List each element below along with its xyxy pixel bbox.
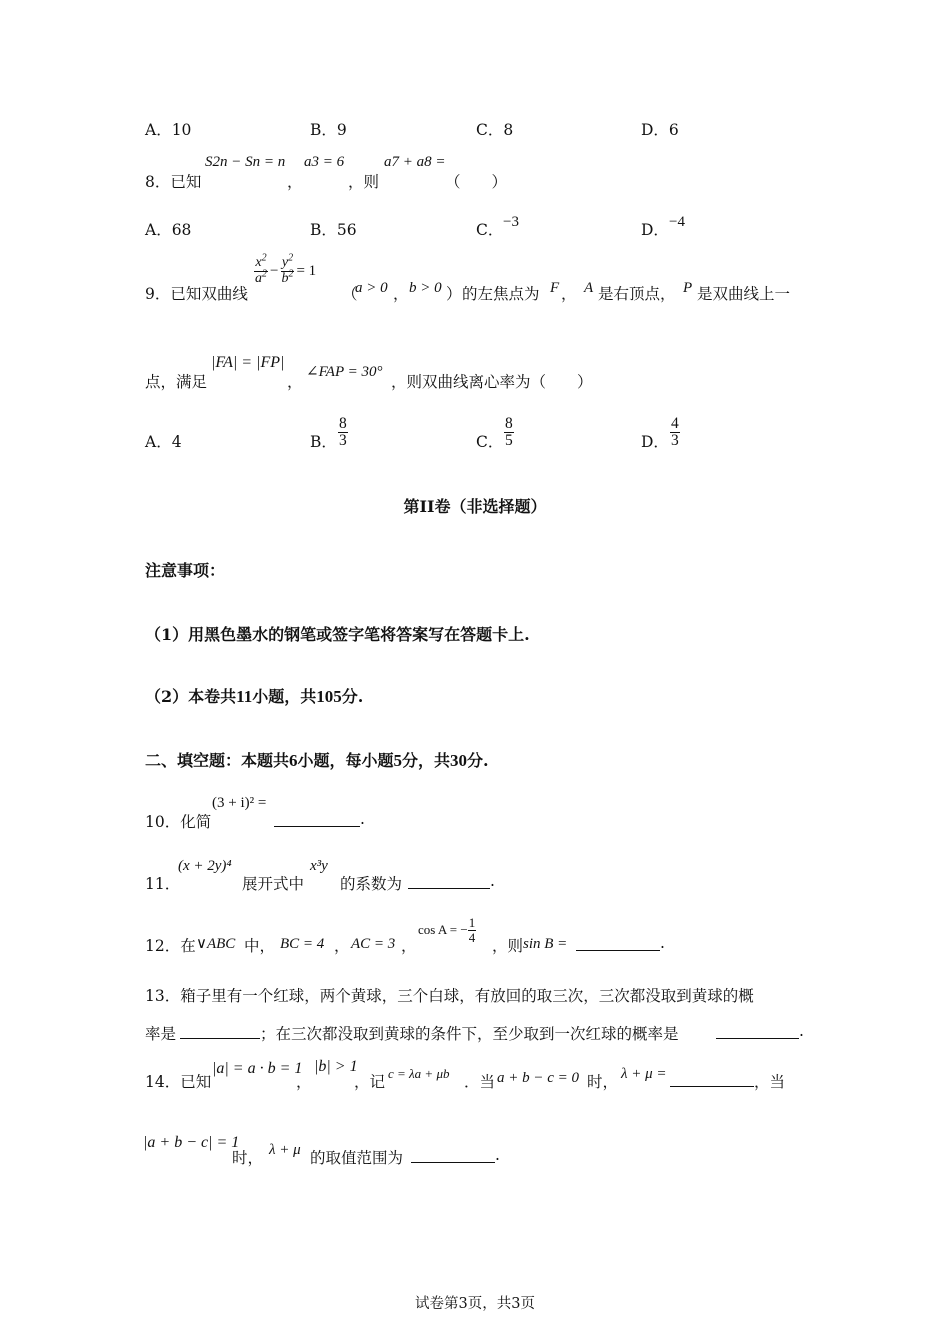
q13-answer-blank-1[interactable]	[180, 1024, 260, 1039]
page-footer: 试卷第3页，共3页	[415, 1296, 535, 1312]
q8-option-a: A．68	[145, 221, 192, 239]
q12-text1: 中，	[244, 937, 276, 955]
q9-option-d: D．	[641, 433, 669, 451]
q9-paren-open: （	[342, 285, 358, 303]
q14-e7: λ + μ	[269, 1142, 301, 1158]
q12-suffix: .	[660, 934, 665, 952]
q11-expr: (x + 2y)⁴	[178, 858, 232, 874]
q9-cond-a: a > 0	[355, 280, 388, 296]
q11-answer-blank[interactable]	[408, 874, 490, 889]
q13-line2-c: .	[799, 1022, 804, 1040]
q14-t5: 的取值范围为	[310, 1149, 404, 1167]
q9-option-a: A．4	[145, 433, 182, 451]
q9-line2-suffix: ，则双曲线离心率为（ ）	[391, 373, 593, 391]
q14-e6: |a + b − c| = 1	[143, 1134, 240, 1151]
q9-abs-equation: |FA| = |FP|	[211, 354, 285, 371]
q11-text2: 的系数为	[340, 875, 403, 893]
q9-var-p: P	[683, 280, 693, 296]
q13-answer-blank-2[interactable]	[716, 1024, 799, 1039]
q12-bc: BC = 4	[280, 936, 325, 952]
q8-option-d-value: −4	[669, 214, 685, 230]
q8-expr-s: S2n − Sn = n	[205, 154, 286, 170]
q14-e3: c = λa + μb	[388, 1066, 450, 1081]
q12-cos: cos A = − $\frac{1}{4}$	[418, 915, 476, 945]
q9-cond-comma: ，	[393, 285, 409, 303]
q9-var-a: A	[584, 280, 594, 296]
q14-e5: λ + μ =	[621, 1066, 667, 1082]
q7-option-c: C．8	[476, 121, 514, 139]
q9-cond-b: b > 0	[409, 280, 442, 296]
q14-e1: |a| = a · b = 1	[212, 1060, 303, 1077]
q8-expr-a7a8: a7 + a8 =	[384, 154, 446, 170]
q9-prefix: 9．已知双曲线	[145, 285, 248, 303]
q9-option-c-frac: $\frac{8}{5}$	[505, 415, 513, 450]
q10-expr: (3 + i)² =	[212, 795, 267, 811]
q9-line2-prefix: 点，满足	[145, 373, 208, 391]
q9-option-b: B．	[310, 433, 337, 451]
q10-answer-blank[interactable]	[274, 812, 360, 827]
q8-option-c-value: −3	[503, 214, 519, 230]
q9-var-f: F	[550, 280, 560, 296]
q8-option-d: D．	[641, 221, 669, 239]
q12-comma2: ，	[401, 937, 417, 955]
q7-option-d: D．6	[641, 121, 679, 139]
q8-comma1: ，	[287, 173, 303, 191]
q12-answer-blank[interactable]	[576, 936, 660, 951]
q12-text2: ，则	[492, 937, 524, 955]
q11-text1: 展开式中	[242, 875, 305, 893]
q9-comma: ，	[287, 373, 303, 391]
q11-term: x³y	[310, 858, 328, 874]
q8-option-c: C．	[476, 221, 504, 239]
q13-line2-b: ；在三次都没取到黄球的条件下，至少取到一次红球的概率是	[260, 1025, 679, 1043]
q9-text1: 的左焦点为	[462, 285, 540, 303]
q9-angle: ∠FAP = 30°	[306, 364, 383, 380]
q10-suffix: .	[360, 810, 365, 828]
q12-triangle: ∨ABC	[196, 936, 236, 952]
q14-e2: |b| > 1	[314, 1058, 358, 1075]
q12-sin: sin B =	[523, 936, 568, 952]
q14-t4: 时，	[232, 1149, 264, 1167]
q14-e4: a + b − c = 0	[497, 1070, 580, 1086]
q14-prefix: 14．已知	[145, 1073, 212, 1091]
notice-item-1: （1）用黑色墨水的钢笔或签字笔将答案写在答题卡上.	[145, 625, 530, 644]
q12-ac: AC = 3	[351, 936, 396, 952]
q8-option-b: B．56	[310, 221, 357, 239]
q14-t1: ．当	[464, 1073, 496, 1091]
q13-line2-a: 率是	[145, 1025, 177, 1043]
q14-answer-blank-2[interactable]	[411, 1148, 495, 1163]
q9-option-c: C．	[476, 433, 504, 451]
q10-prefix: 10．化简	[145, 813, 212, 831]
q14-c1: ，	[296, 1073, 312, 1091]
q9-text4: 是双曲线上一	[697, 285, 791, 303]
q13-line1: 13．箱子里有一个红球，两个黄球，三个白球，有放回的取三次，三次都没取到黄球的概	[145, 987, 754, 1005]
q14-t3: ，当	[754, 1073, 786, 1091]
q8-comma2: ，则	[348, 173, 380, 191]
q9-option-b-frac: $\frac{8}{3}$	[339, 415, 347, 450]
q7-option-a: A．10	[145, 121, 192, 139]
q9-hyperbola-equation: $\frac{x^2}{a^2}$ − $\frac{y^2}{b^2}$ = 1	[255, 252, 317, 286]
q7-option-b: B．9	[310, 121, 347, 139]
q12-prefix: 12．在	[145, 937, 196, 955]
q11-prefix: 11．	[145, 875, 181, 893]
q9-option-d-frac: $\frac{4}{3}$	[671, 415, 679, 450]
q14-t2: 时，	[587, 1073, 619, 1091]
section-title: 第II卷（非选择题）	[403, 497, 547, 516]
q11-suffix: .	[490, 872, 495, 890]
q14-t6: .	[495, 1146, 500, 1164]
q9-paren-close: ）	[446, 285, 462, 303]
q8-prefix: 8．已知	[145, 173, 202, 191]
q12-comma1: ，	[334, 937, 350, 955]
q8-paren: （ ）	[445, 173, 508, 191]
part2-heading: 二、填空题：本题共6小题，每小题5分，共30分.	[145, 751, 489, 770]
q14-c2: ，记	[354, 1073, 386, 1091]
q14-answer-blank-1[interactable]	[670, 1072, 754, 1087]
notice-item-2: （2）本卷共11小题，共105分.	[145, 687, 364, 706]
q8-expr-a3: a3 = 6	[304, 154, 345, 170]
notice-title: 注意事项：	[145, 561, 226, 580]
q9-text2: ，	[561, 285, 577, 303]
q9-text3: 是右顶点，	[598, 285, 676, 303]
